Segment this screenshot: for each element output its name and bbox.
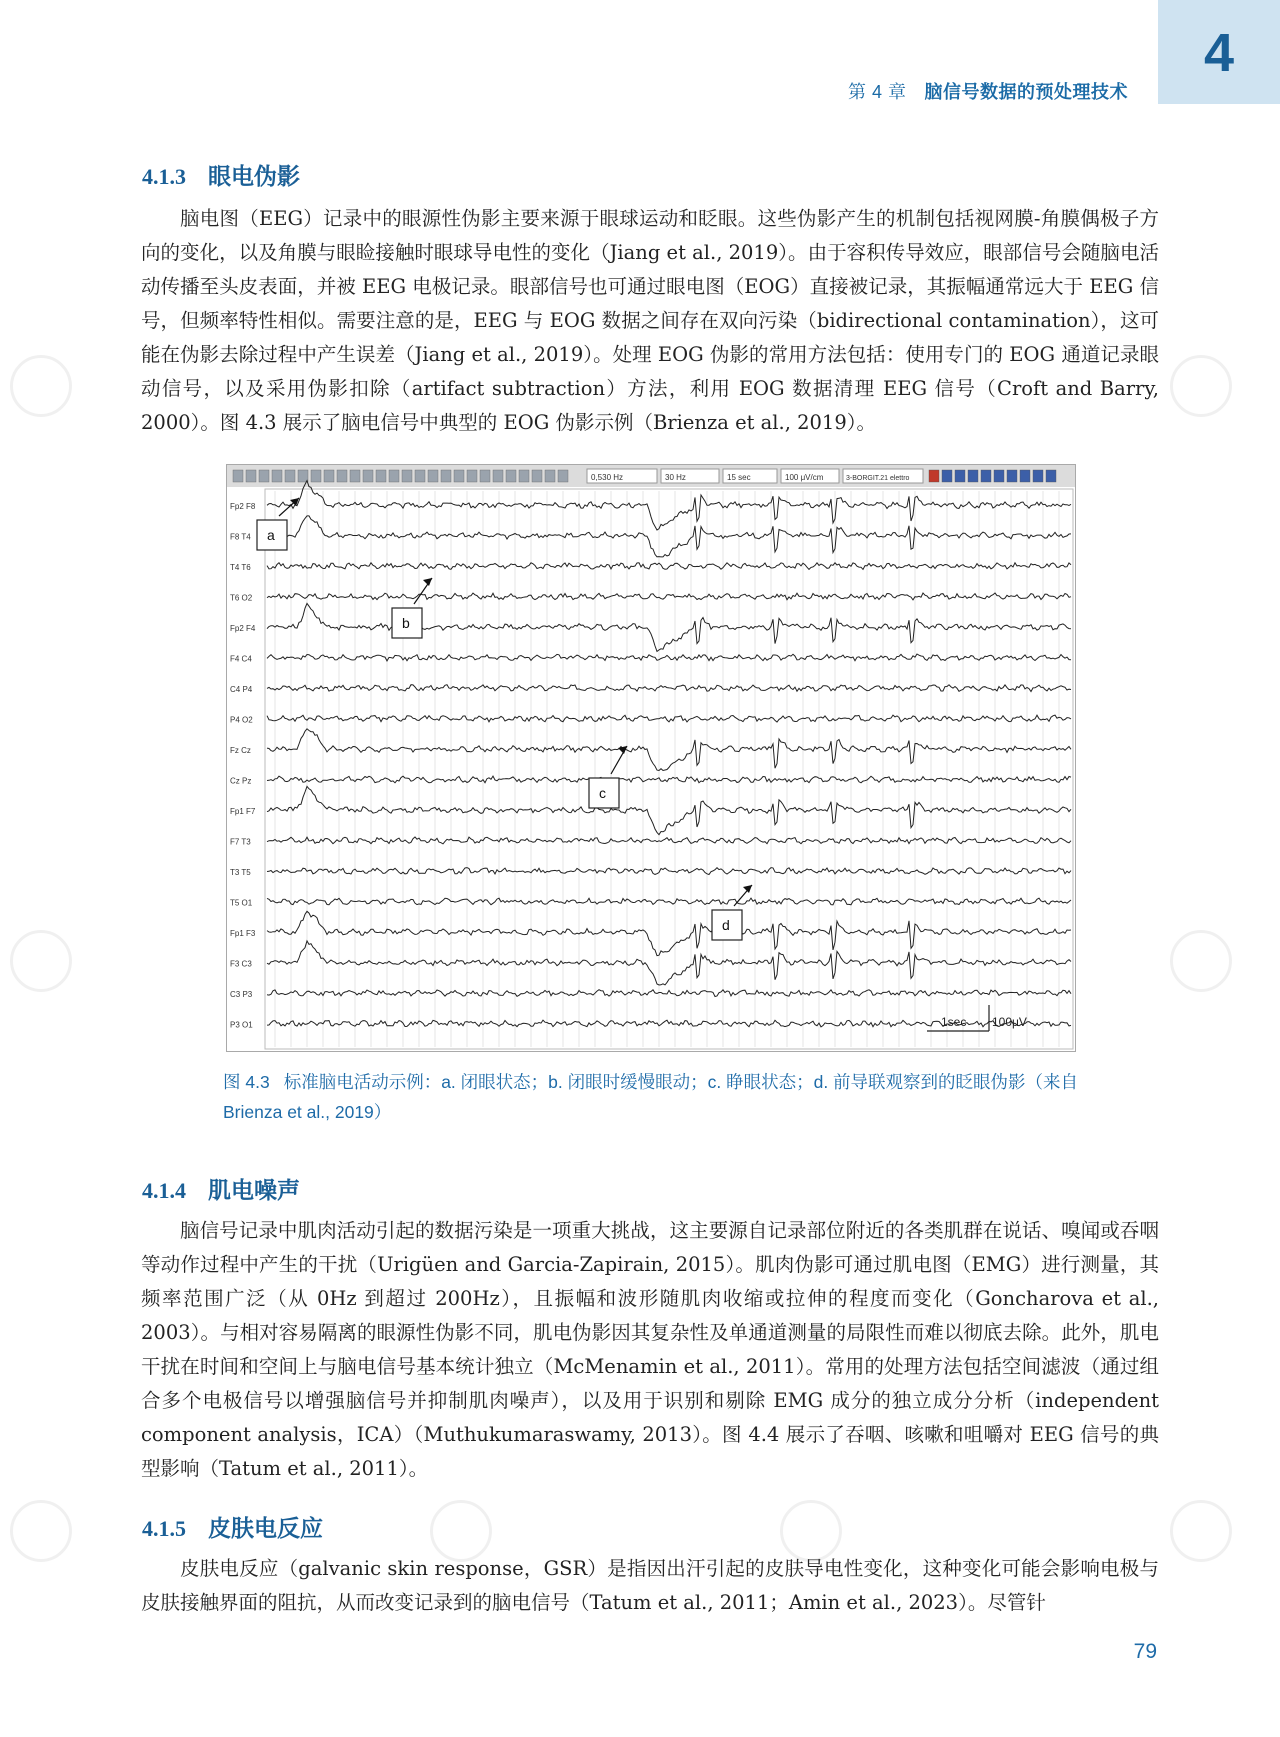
toolbar-button-icon[interactable]: [285, 470, 295, 482]
callout-label: a: [267, 527, 275, 543]
watermark-seal: [10, 930, 72, 992]
watermark-seal: [1170, 355, 1232, 417]
paragraph-4-1-4: 脑信号记录中肌肉活动引起的数据污染是一项重大挑战，这主要源自记录部位附近的各类肌群在说话、嗅闻或吞咽等动作过程中产生的干扰（Urigüen and Garcia-Zapirain, 2015）。肌肉伪影可通过肌电图（EMG）进行测量，其频率范围广泛（从 0Hz 到超过 200Hz），且振幅和波形随肌肉收缩或拉伸的程度而变化（Goncharova et al., 2003）。与相对容易隔离的眼源性伪影不同，肌电伪影因其复杂性及单通道测量的局限性而难以彻底去除。此外，肌电干扰在时间和空间上与脑电信号基本统计独立（McMenamin et al., 2011）。常用的处理方法包括空间滤波（通过组合多个电极信号以增强脑信号并抑制肌肉噪声），以及用于识别和剔除 EMG 成分的独立成分分析（independent component analysis，ICA）（Muthukumaraswamy, 2013）。图 4.4 展示了吞咽、咳嗽和咀嚼对 EEG 信号的典型影响（Tatum et al., 2011）。: [141, 1219, 1159, 1480]
callout-label: b: [402, 615, 410, 631]
toolbar-button-icon[interactable]: [506, 470, 516, 482]
toolbar-button-icon[interactable]: [324, 470, 334, 482]
eeg-trace-chart: [227, 465, 1075, 1051]
lowpass-value: 30 Hz: [665, 473, 686, 482]
toolbar-button-icon[interactable]: [233, 470, 243, 482]
channel-label: T4 T6: [230, 563, 251, 572]
toolbar-button-icon[interactable]: [337, 470, 347, 482]
toolbar-button-icon[interactable]: [454, 470, 464, 482]
channel-label: C3 P3: [230, 990, 253, 999]
chapter-title: 脑信号数据的预处理技术: [924, 82, 1128, 102]
channel-label: Cz Pz: [230, 776, 252, 786]
section-title: 眼电伪影: [208, 163, 300, 190]
watermark-seal: [10, 1500, 72, 1562]
stop-button-icon[interactable]: [929, 470, 939, 482]
time-scale-label: 1sec: [941, 1015, 967, 1029]
toolbar-button-icon[interactable]: [545, 470, 555, 482]
channel-label: Fp1 F3: [230, 929, 256, 938]
section-title: 皮肤电反应: [208, 1515, 323, 1542]
toolbar-button-icon[interactable]: [532, 470, 542, 482]
caption-text: 标准脑电活动示例：a. 闭眼状态；b. 闭眼时缓慢眼动；c. 睁眼状态；d. 前导联观察到的眨眼伪影（来自 Brienza et al., 2019）: [223, 1072, 1079, 1122]
toolbar-button-icon[interactable]: [428, 470, 438, 482]
navigation-arrow-icon[interactable]: [1046, 470, 1056, 482]
chapter-number: 4: [1203, 23, 1235, 83]
watermark-seal: [1170, 1500, 1232, 1562]
chapter-tab: [1158, 0, 1280, 104]
channel-label: Fp1 F7: [230, 807, 256, 816]
navigation-arrow-icon[interactable]: [981, 470, 991, 482]
navigation-arrow-icon[interactable]: [1020, 470, 1030, 482]
channel-label: Fp2 F8: [230, 502, 256, 511]
running-head: [848, 78, 1128, 104]
toolbar-button-icon[interactable]: [350, 470, 360, 482]
toolbar-button-icon[interactable]: [402, 470, 412, 482]
channel-label: P4 O2: [230, 715, 253, 725]
figure-caption: [223, 1067, 1103, 1127]
toolbar-button-icon[interactable]: [493, 470, 503, 482]
section-heading-4-1-5: [142, 1510, 323, 1543]
toolbar-button-icon[interactable]: [389, 470, 399, 482]
watermark-seal: [1170, 930, 1232, 992]
section-number: 4.1.5: [142, 1516, 186, 1541]
toolbar-button-icon[interactable]: [376, 470, 386, 482]
channel-label: F7 T3: [230, 837, 251, 847]
section-heading-4-1-3: [142, 158, 300, 191]
toolbar-button-icon[interactable]: [272, 470, 282, 482]
navigation-arrow-icon[interactable]: [968, 470, 978, 482]
channel-label: P3 O1: [230, 1020, 253, 1030]
navigation-arrow-icon[interactable]: [942, 470, 952, 482]
navigation-arrow-icon[interactable]: [1033, 470, 1043, 482]
channel-label: C4 P4: [230, 685, 253, 694]
timebase-value: 15 sec: [727, 473, 751, 482]
paragraph-4-1-5: 皮肤电反应（galvanic skin response，GSR）是指因出汗引起的皮肤导电性变化，这种变化可能会影响电极与皮肤接触界面的阻抗，从而改变记录到的脑电信号（Tatum et al., 2011；Amin et al., 2023）。尽管针: [141, 1557, 1159, 1614]
toolbar-button-icon[interactable]: [519, 470, 529, 482]
amplitude-scale-label: 100μV: [992, 1015, 1027, 1029]
toolbar-button-icon[interactable]: [467, 470, 477, 482]
navigation-arrow-icon[interactable]: [955, 470, 965, 482]
section-title: 肌电噪声: [208, 1177, 300, 1204]
toolbar-button-icon[interactable]: [298, 470, 308, 482]
watermark-seal: [10, 355, 72, 417]
page-number: 79: [1133, 1640, 1157, 1663]
channel-label: F8 T4: [230, 532, 251, 542]
trace-area: [265, 489, 1073, 1049]
toolbar-button-icon[interactable]: [480, 470, 490, 482]
section-number: 4.1.3: [142, 164, 186, 189]
toolbar-button-icon[interactable]: [311, 470, 321, 482]
channel-label: F3 C3: [230, 959, 252, 969]
navigation-arrow-icon[interactable]: [1007, 470, 1017, 482]
toolbar-button-icon[interactable]: [441, 470, 451, 482]
toolbar-button-icon[interactable]: [415, 470, 425, 482]
channel-label: T6 O2: [230, 593, 253, 603]
channel-label: T3 T5: [230, 868, 251, 877]
channel-label: F4 C4: [230, 654, 252, 664]
chapter-label: 第 4 章: [847, 82, 907, 102]
callout-label: d: [722, 917, 730, 933]
channel-label: T5 O1: [230, 898, 253, 908]
montage-value: 3-BORGIT.21 elettro: [846, 475, 910, 482]
navigation-arrow-icon[interactable]: [994, 470, 1004, 482]
paragraph-4-1-3: 脑电图（EEG）记录中的眼源性伪影主要来源于眼球运动和眨眼。这些伪影产生的机制包括视网膜-角膜偶极子方向的变化，以及角膜与眼睑接触时眼球导电性的变化（Jiang et al., 2019）。由于容积传导效应，眼部信号会随脑电活动传播至头皮表面，并被 EEG 电极记录。眼部信号也可通过眼电图（EOG）直接被记录，其振幅通常远大于 EEG 信号，但频率特性相似。需要注意的是，EEG 与 EOG 数据之间存在双向污染（bidirectional contamination），这可能在伪影去除过程中产生误差（Jiang et al., 2019）。处理 EOG 伪影的常用方法包括：使用专门的 EOG 通道记录眼动信号，以及采用伪影扣除（artifact subtraction）方法，利用 EOG 数据清理 EEG 信号（Croft and Barry, 2000）。图 4.3 展示了脑电信号中典型的 EOG 伪影示例（Brienza et al., 2019）。: [141, 207, 1159, 434]
toolbar-button-icon[interactable]: [363, 470, 373, 482]
callout-label: c: [599, 785, 606, 801]
section-number: 4.1.4: [142, 1178, 186, 1203]
toolbar-button-icon[interactable]: [246, 470, 256, 482]
toolbar-button-icon[interactable]: [259, 470, 269, 482]
highpass-value: 0,530 Hz: [591, 473, 624, 482]
figure-label: 图 4.3: [223, 1072, 270, 1092]
channel-label: Fp2 F4: [230, 624, 256, 633]
channel-label: Fz Cz: [230, 746, 251, 755]
section-heading-4-1-4: [142, 1172, 300, 1205]
sensitivity-value: 100 μV/cm: [785, 473, 824, 482]
eeg-figure: [226, 464, 1076, 1052]
toolbar-button-icon[interactable]: [558, 470, 568, 482]
